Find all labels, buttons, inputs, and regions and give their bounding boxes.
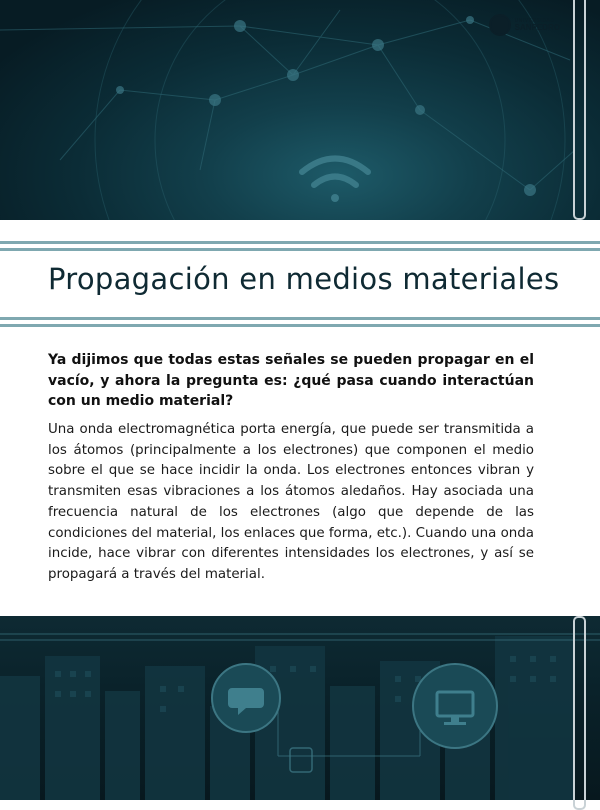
university-logo: [489, 14, 560, 36]
title-rule-top-1: [0, 241, 600, 244]
title-rule-top-2: [0, 248, 600, 251]
header-banner: [0, 0, 600, 220]
logo-mark-icon: [489, 14, 511, 36]
title-rule-bottom-1: [0, 317, 600, 320]
body-paragraph: Una onda electromagnética porta energía, que puede ser transmitida a los átomos (principalmente a los electrones) que componen el medio sobre el que se hace incidir la onda. Los electrones entonces vibran y transmiten esas vibraciones a los átomos aledaños. Hay asociada una frecuencia natural de los electrones (algo que depende de las condiciones del material, los enlaces que forma, etc.). Cuando una onda incide, hace vibrar con diferentes intensidades los electrones, y así se propagará a través del material.: [48, 422, 534, 582]
page-title: Propagación en medios materiales: [48, 262, 560, 296]
side-rail-bottom: [573, 616, 586, 810]
city-background: [0, 616, 600, 800]
chat-bubble-icon: [212, 664, 280, 732]
monitor-icon: [413, 664, 497, 748]
logo-line2: SANPEDRO: [514, 22, 560, 32]
logo-line1: UNIVERSIDAD: [514, 17, 555, 24]
title-rule-bottom-2: [0, 324, 600, 327]
footer-banner: [0, 616, 600, 800]
side-rail-top: [573, 0, 586, 220]
lead-paragraph: Ya dijimos que todas estas señales se pueden propagar en el vacío, y ahora la pregunta es: ¿qué pasa cuando interactúan con un medio material?: [48, 352, 534, 409]
wifi-icon: [302, 159, 368, 203]
